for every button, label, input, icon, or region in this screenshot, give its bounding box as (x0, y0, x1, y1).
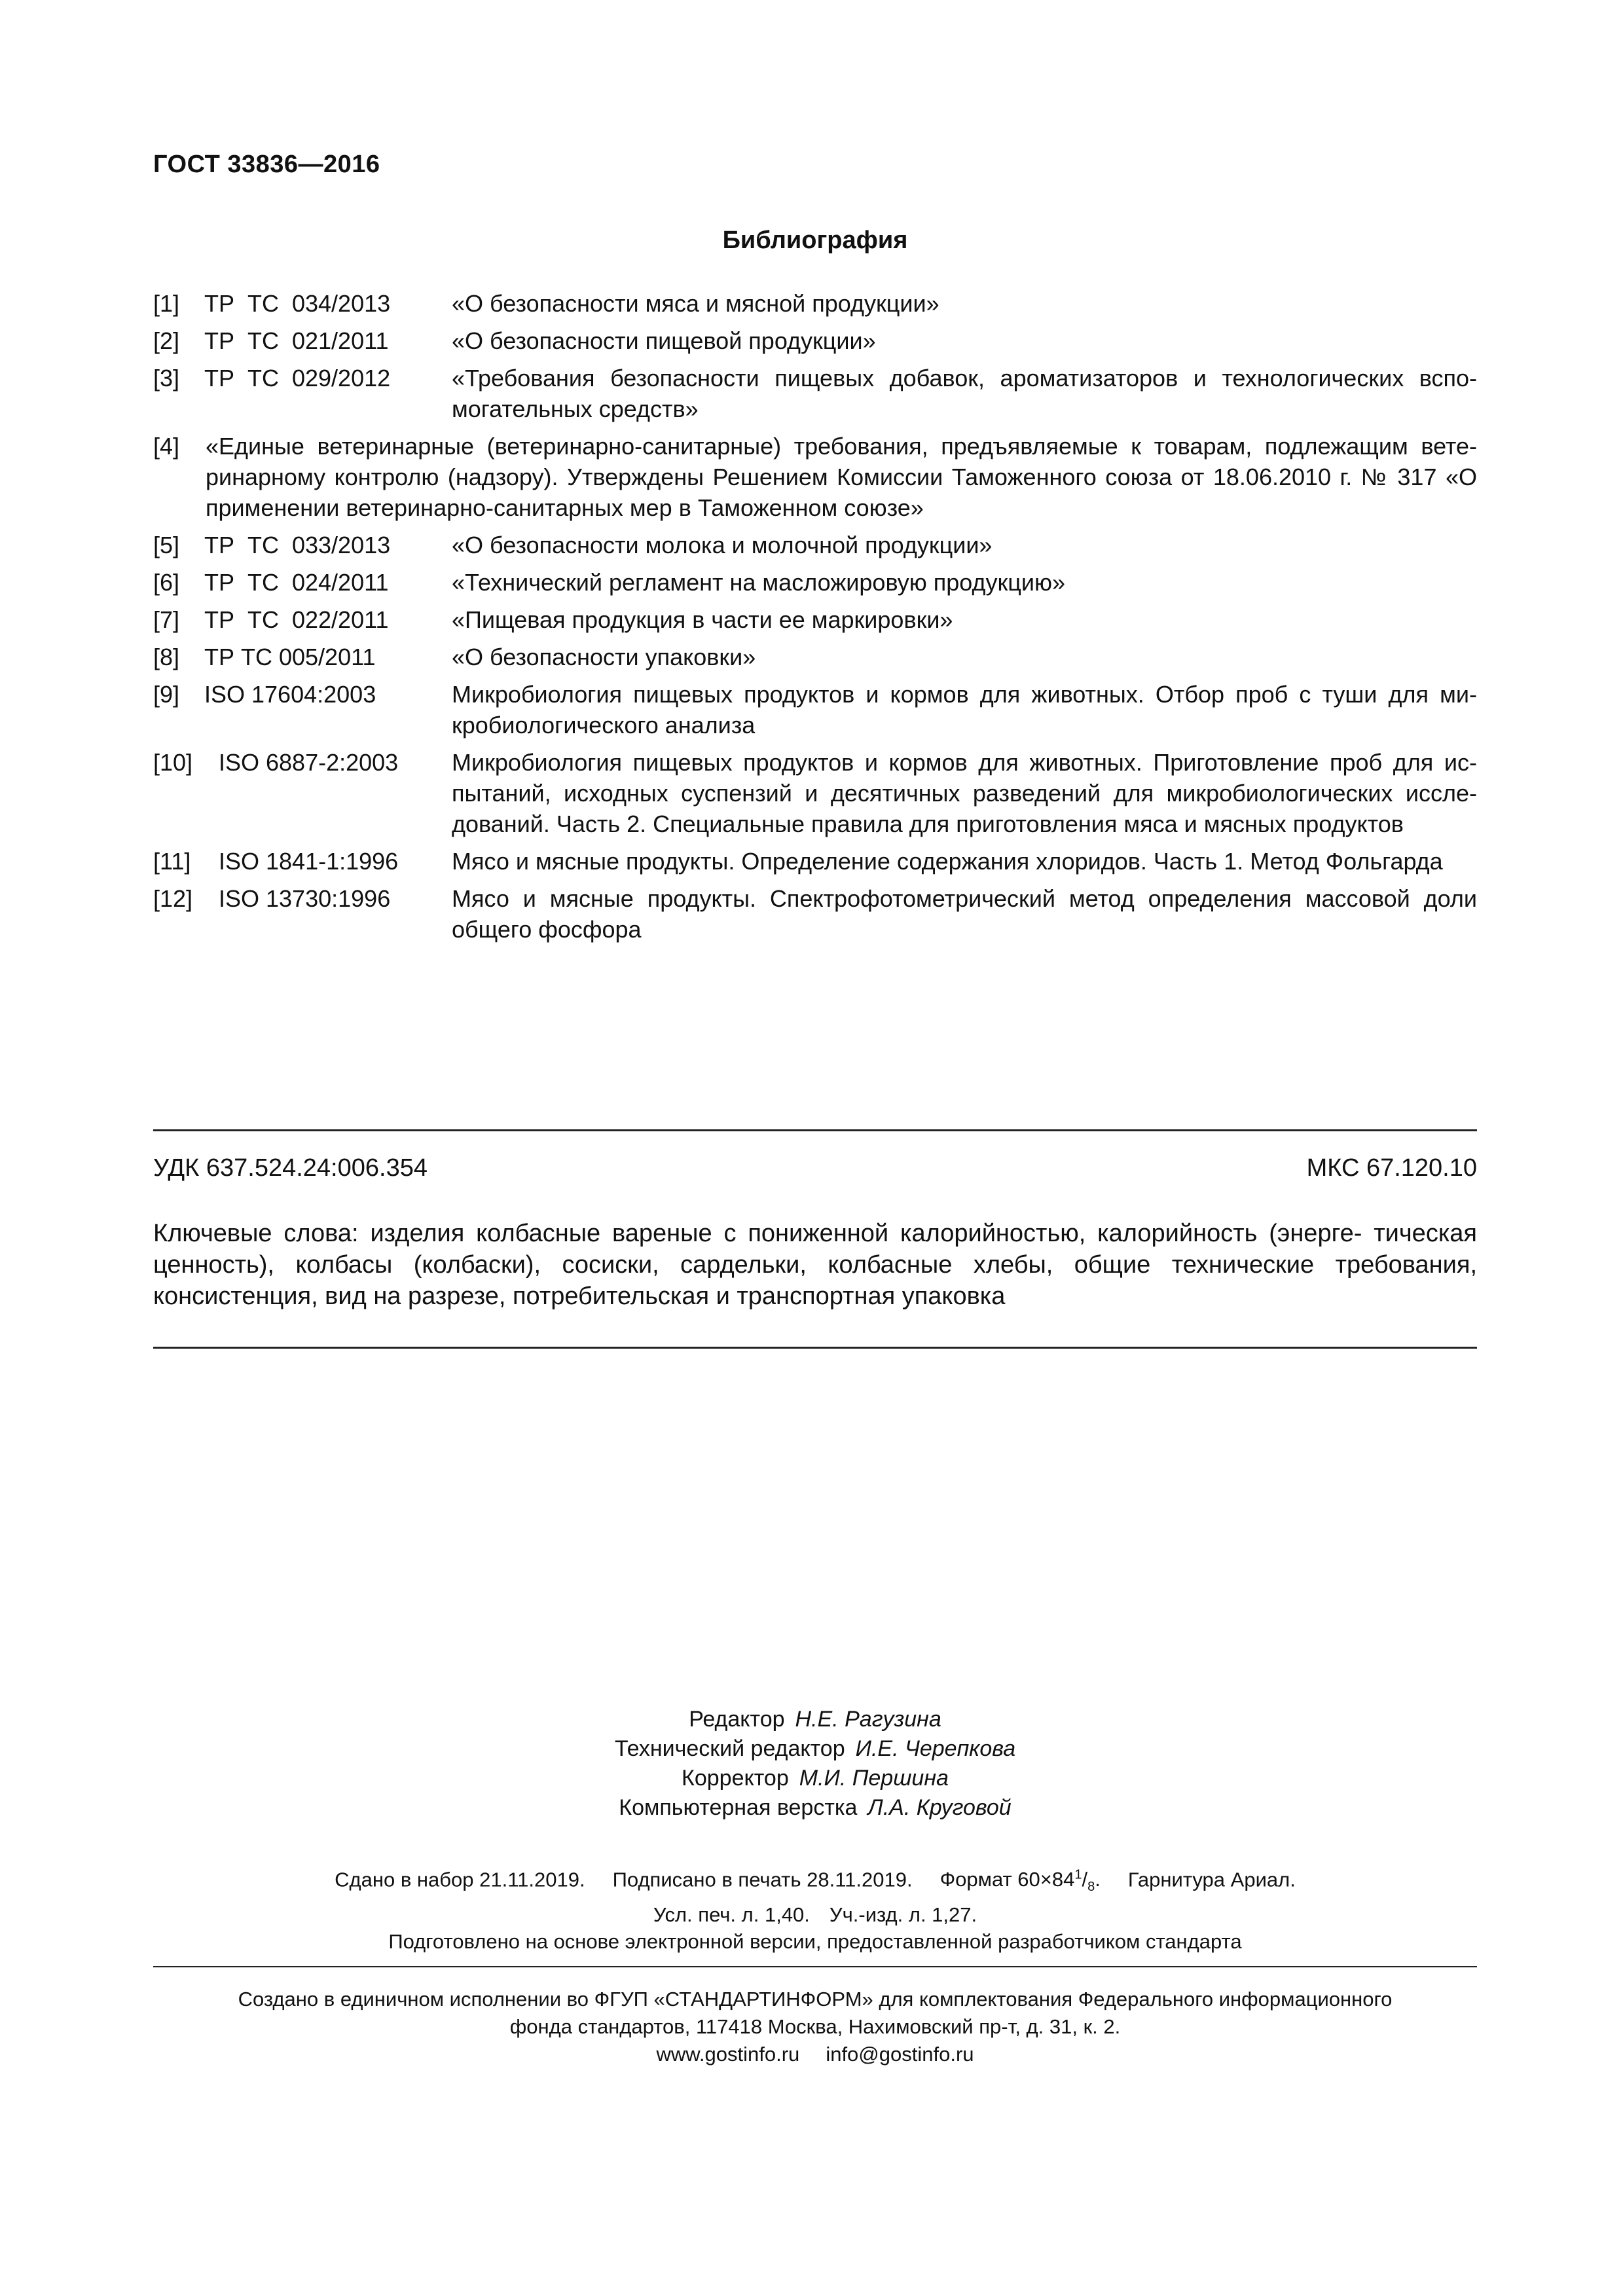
bibliography-item-text: «Пищевая продукция в части ее маркировки» (452, 606, 953, 633)
staff-role: Компьютерная верстка (619, 1795, 858, 1820)
bibliography-item-number: [11] (153, 848, 191, 875)
bibliography-title: Библиография (722, 227, 908, 254)
staff-name: И.Е. Черепкова (855, 1736, 1016, 1761)
bibliography-item-code: ISO 6887-2:2003 (219, 749, 399, 776)
bibliography-item-number: [9] (153, 681, 180, 708)
mks-code: МКС 67.120.10 (1306, 1154, 1477, 1182)
bibliography-item (153, 567, 1477, 598)
staff-line (153, 1734, 1477, 1764)
bibliography-item-text: «Единые ветеринарные (ветеринарно-санитарные) требования, предъявляемые к товарам, подлежащим вете- ринарному контролю (надзору). Утверждены Решением Комиссии Таможенного союза от 18.06.2010 г. № 317 «О применении ветеринарно-санитарных мер в Таможенном союзе» (206, 433, 1477, 521)
bibliography-item-number: [10] (153, 749, 193, 776)
udk-code: УДК 637.524.24:006.354 (153, 1154, 428, 1182)
footer-divider (153, 1966, 1477, 1967)
footer-line-2: фонда стандартов, 117418 Москва, Нахимовский пр-т, д. 31, к. 2. (509, 2015, 1121, 2038)
print-sheets-line (153, 1901, 1477, 1928)
footer-contacts (153, 2041, 1477, 2068)
bibliography-item (153, 747, 1477, 839)
bibliography-item-text: Микробиология пищевых продуктов и кормов для животных. Отбор проб с туши для ми- кробиологического анализа (452, 681, 1477, 738)
staff-role: Технический редактор (614, 1736, 845, 1761)
bibliography-item-number: [4] (153, 433, 180, 460)
staff-line (153, 1793, 1477, 1823)
bibliography-item-number: [3] (153, 365, 180, 392)
bibliography-item-text: Мясо и мясные продукты. Определение содержания хлоридов. Часть 1. Метод Фольгарда (452, 848, 1443, 875)
bibliography-item-number: [5] (153, 532, 180, 558)
bibliography-item-text: «О безопасности мяса и мясной продукции» (452, 290, 939, 317)
bibliography-item-text: Мясо и мясные продукты. Спектрофотометрический метод определения массовой доли общего фосфора (452, 885, 1477, 943)
bibliography-item-code: ТР ТС 021/2011 (204, 327, 389, 354)
printed-sheets: Усл. печ. л. 1,40. (653, 1903, 810, 1926)
section-divider (153, 1129, 1477, 1131)
bibliography-item-code: ТР ТС 024/2011 (204, 569, 389, 596)
bibliography-item (153, 431, 1477, 523)
staff-name: Н.Е. Рагузина (795, 1707, 941, 1732)
staff-name: М.И. Першина (799, 1766, 949, 1791)
email-link[interactable]: info@gostinfo.ru (826, 2043, 974, 2066)
bibliography-item-number: [1] (153, 290, 180, 317)
keywords-divider (153, 1347, 1477, 1349)
print-info (153, 1862, 1477, 1955)
footer-line-1: Создано в единичном исполнении во ФГУП «СТАНДАРТИНФОРМ» для комплектования Федерального информационного (238, 1988, 1393, 2011)
website-link[interactable]: www.gostinfo.ru (656, 2043, 800, 2066)
bibliography-item-code: ТР ТС 029/2012 (204, 365, 391, 392)
keywords-paragraph: Ключевые слова: изделия колбасные вареные с пониженной калорийностью, калорийность (энерге- тическая ценность), колбасы (колбаски), сосиски, сардельки, колбасные хлебы, общие технические требования, консистенция, вид на разрезе, потребительская и транспортная упаковка (153, 1220, 1477, 1310)
submitted-date: Сдано в набор 21.11.2019. (335, 1868, 585, 1891)
staff-line (153, 1764, 1477, 1793)
prepared-note: Подготовлено на основе электронной версии, предоставленной разработчиком стандарта (388, 1929, 1242, 1953)
bibliography-item-text: «Требования безопасности пищевых добавок, ароматизаторов и технологических вспо- могательных средств» (452, 365, 1477, 422)
bibliography-item-code: ТР ТС 005/2011 (204, 644, 376, 670)
bibliography-item (153, 846, 1477, 877)
staff-credits (153, 1705, 1477, 1823)
paper-format: Формат $60\times 84^1/_8$. (939, 1868, 1101, 1895)
bibliography-item-number: [8] (153, 644, 180, 670)
staff-name: Л.А. Круговой (867, 1795, 1012, 1820)
publisher-sheets: Уч.-изд. л. 1,27. (829, 1903, 977, 1926)
bibliography-item-number: [12] (153, 885, 193, 912)
bibliography-item-number: [6] (153, 569, 180, 596)
bibliography-item (153, 363, 1477, 424)
bibliography-item (153, 642, 1477, 672)
bibliography-item-text: Микробиология пищевых продуктов и кормов для животных. Приготовление проб для ис- пытаний, исходных суспензий и десятичных разведений для микробиологических иссле- дований. Часть 2. Специальные правила для приготовления мяса и мясных продуктов (452, 749, 1477, 837)
bibliography-item-text: «Технический регламент на масложировую продукцию» (452, 569, 1066, 596)
bibliography-item-code: ISO 1841-1:1996 (219, 848, 399, 875)
document-code: ГОСТ 33836—2016 (153, 151, 380, 178)
bibliography-list (153, 288, 1477, 951)
bibliography-item-code: ТР ТС 033/2013 (204, 532, 391, 558)
typeface: Гарнитура Ариал. (1127, 1868, 1296, 1891)
bibliography-item-text: «О безопасности молока и молочной продукции» (452, 532, 993, 558)
bibliography-item-number: [2] (153, 327, 180, 354)
bibliography-item (153, 288, 1477, 319)
print-info-line (153, 1862, 1477, 1901)
bibliography-item-text: «О безопасности упаковки» (452, 644, 756, 670)
bibliography-item (153, 325, 1477, 356)
bibliography-item (153, 883, 1477, 945)
bibliography-item-text: «О безопасности пищевой продукции» (452, 327, 876, 354)
staff-role: Редактор (689, 1707, 785, 1732)
staff-line (153, 1705, 1477, 1734)
signed-date: Подписано в печать 28.11.2019. (612, 1868, 913, 1891)
bibliography-item-code: ISO 17604:2003 (204, 681, 376, 708)
bibliography-item (153, 679, 1477, 740)
bibliography-item-code: ISO 13730:1996 (219, 885, 391, 912)
bibliography-item-number: [7] (153, 606, 180, 633)
bibliography-item-code: ТР ТС 034/2013 (204, 290, 391, 317)
bibliography-item (153, 604, 1477, 635)
bibliography-item-code: ТР ТС 022/2011 (204, 606, 389, 633)
publisher-footer (153, 1986, 1477, 2068)
staff-role: Корректор (682, 1766, 789, 1791)
bibliography-item (153, 530, 1477, 560)
